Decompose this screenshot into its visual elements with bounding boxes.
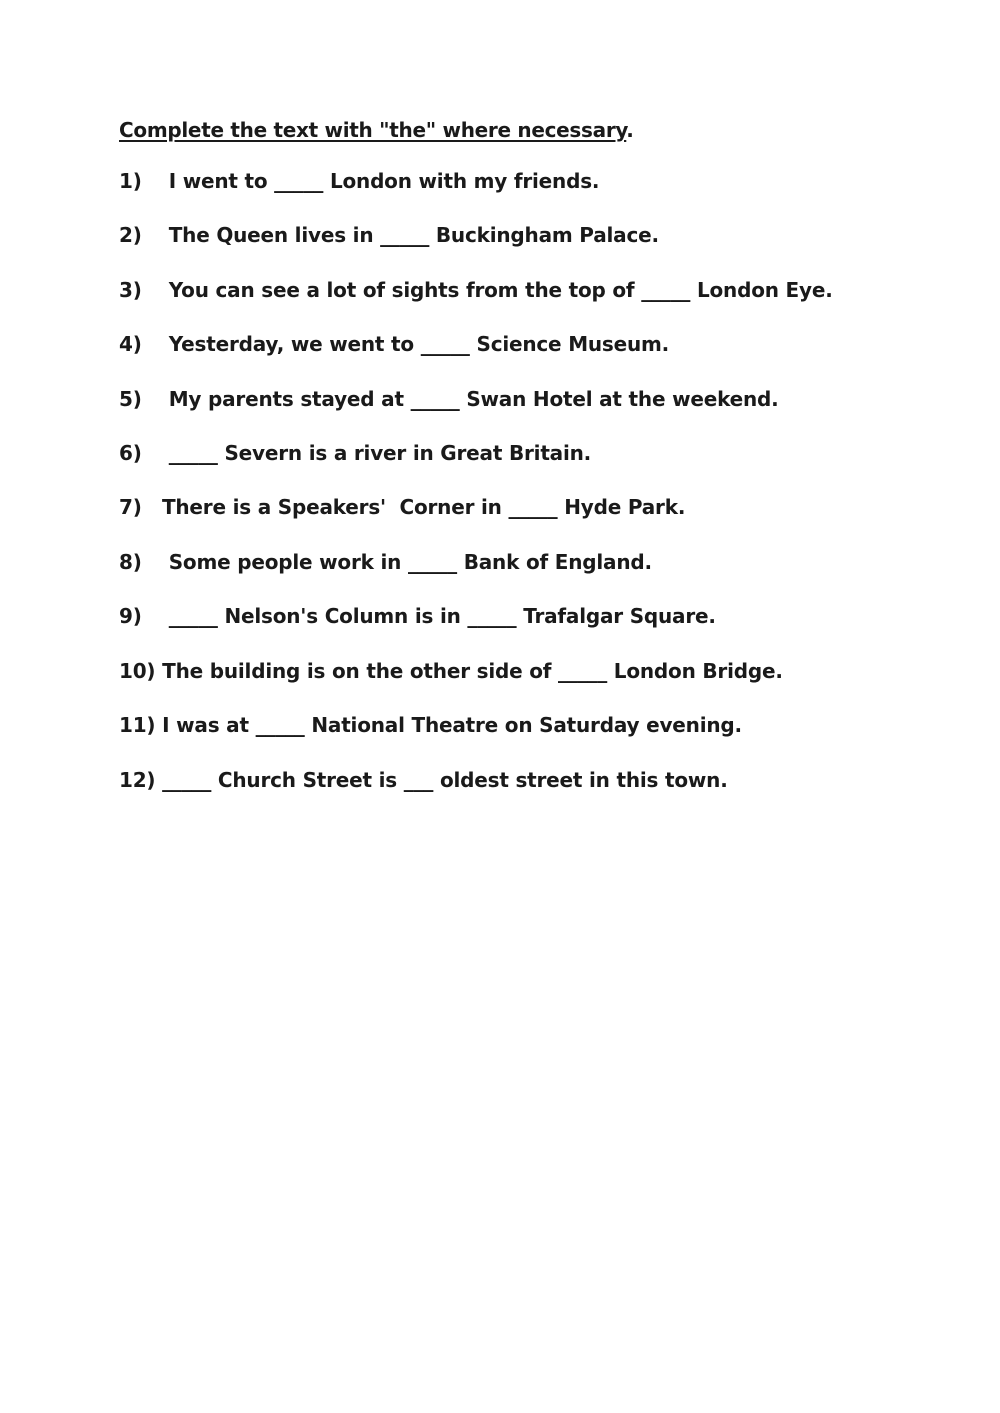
exercise-item-11: 11) I was at _____ National Theatre on Saturday evening.: [119, 713, 742, 737]
exercise-item-3: 3) You can see a lot of sights from the top of _____ London Eye.: [119, 278, 833, 302]
exercise-item-1: 1) I went to _____ London with my friends.: [119, 169, 600, 193]
worksheet-instruction: [119, 118, 634, 142]
exercise-item-9: 9) _____ Nelson's Column is in _____ Trafalgar Square.: [119, 604, 716, 628]
exercise-item-4: 4) Yesterday, we went to _____ Science Museum.: [119, 332, 670, 356]
instruction-text: Complete the text with "the" where necessary: [119, 118, 627, 142]
exercise-item-6: 6) _____ Severn is a river in Great Britain.: [119, 441, 592, 465]
exercise-item-12: 12) _____ Church Street is ___ oldest street in this town.: [119, 768, 728, 792]
instruction-period: .: [626, 118, 634, 142]
exercise-item-8: 8) Some people work in _____ Bank of England.: [119, 550, 652, 574]
exercise-item-10: 10) The building is on the other side of _____ London Bridge.: [119, 659, 783, 683]
exercise-item-7: 7) There is a Speakers' Corner in _____ Hyde Park.: [119, 495, 686, 519]
exercise-item-5: 5) My parents stayed at _____ Swan Hotel at the weekend.: [119, 387, 779, 411]
exercise-item-2: 2) The Queen lives in _____ Buckingham Palace.: [119, 223, 659, 247]
